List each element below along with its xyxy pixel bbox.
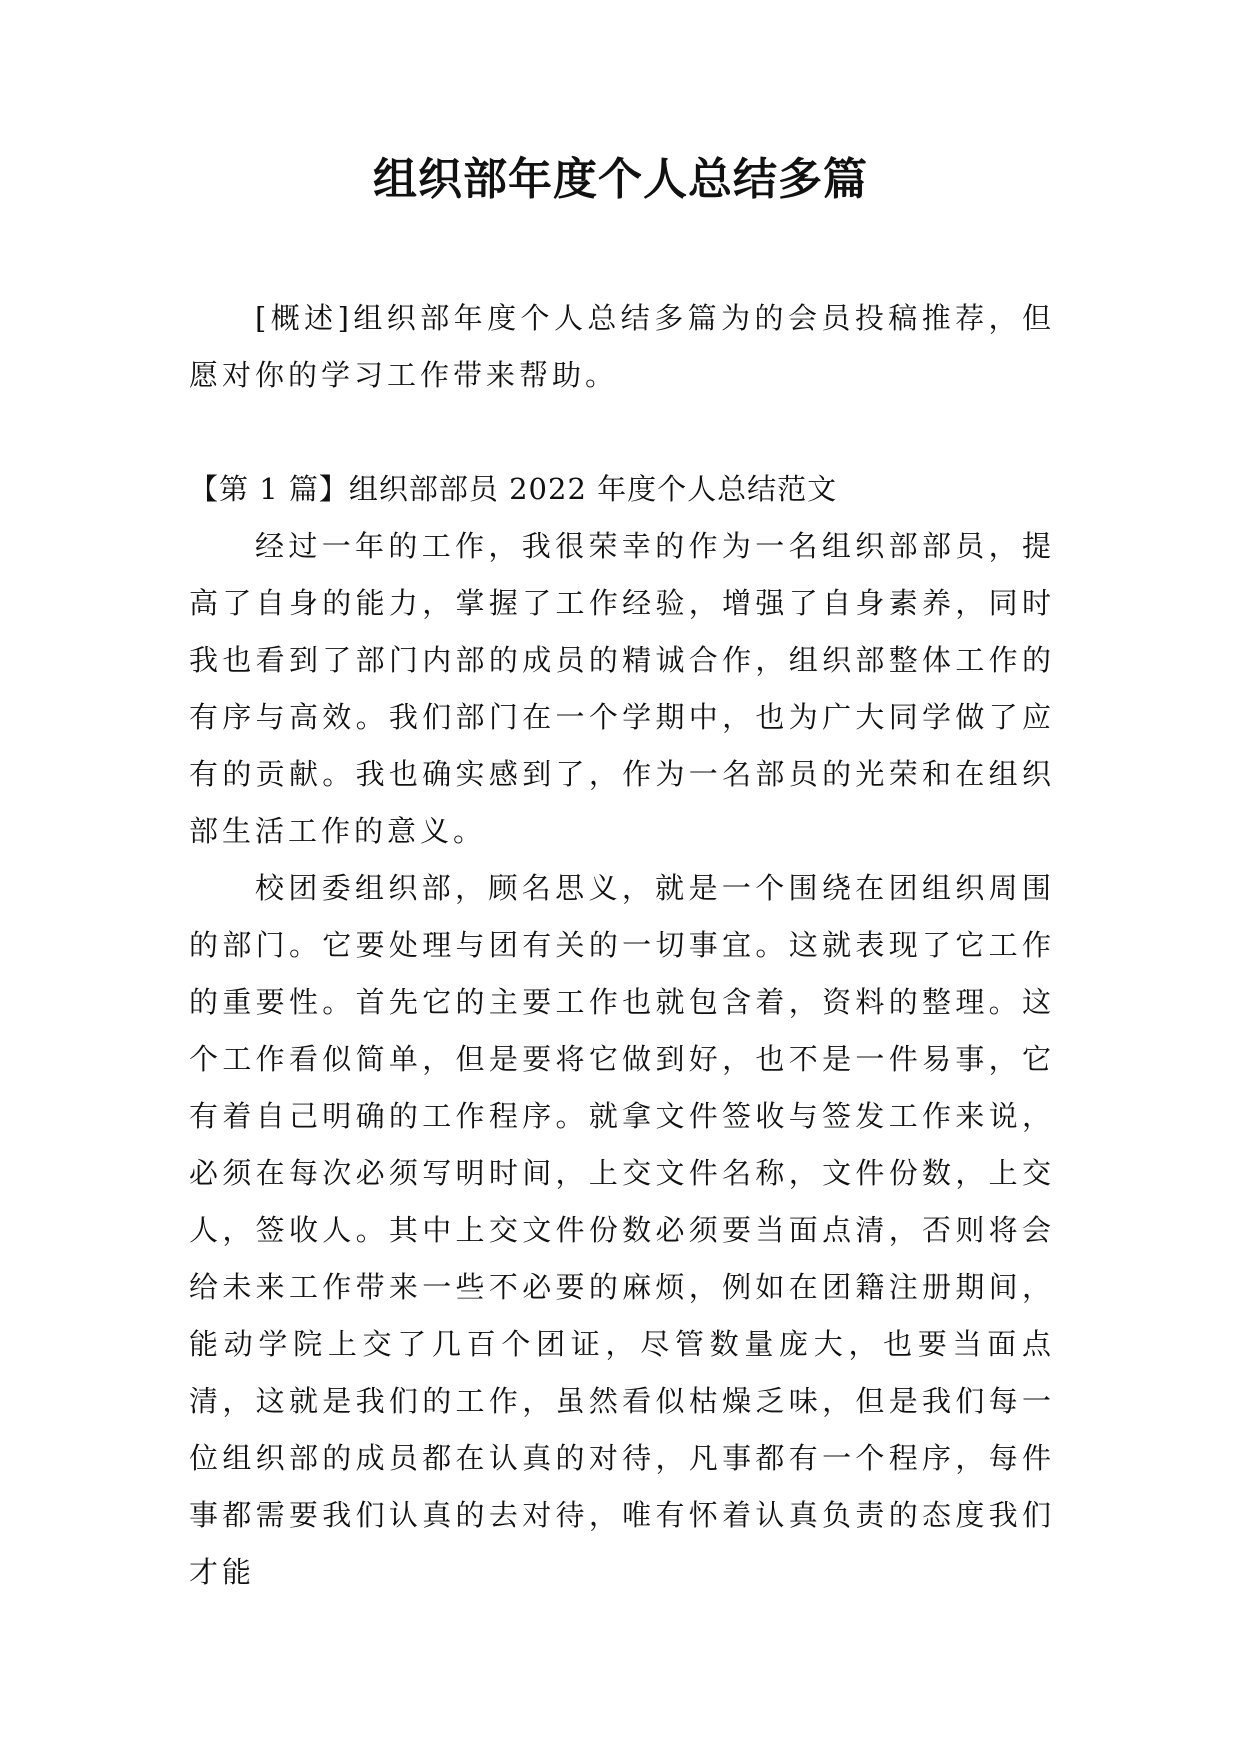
- document-body: [189, 290, 1055, 1601]
- body-paragraph: 校团委组织部，顾名思义，就是一个围绕在团组织周围的部门。它要处理与团有关的一切事宜。这就表现了它工作的重要性。首先它的主要工作也就包含着，资料的整理。这个工作看似简单，但是要将它做到好，也不是一件易事，它有着自己明确的工作程序。就拿文件签收与签发工作来说，必须在每次必须写明时间，上交文件名称，文件份数，上交人，签收人。其中上交文件份数必须要当面点清，否则将会给未来工作带来一些不必要的麻烦，例如在团籍注册期间，能动学院上交了几百个团证，尽管数量庞大，也要当面点清，这就是我们的工作，虽然看似枯燥乏味，但是我们每一位组织部的成员都在认真的对待，凡事都有一个程序，每件事都需要我们认真的去对待，唯有怀着认真负责的态度我们才能: [189, 871, 1055, 1589]
- summary-paragraph: [概述]组织部年度个人总结多篇为的会员投稿推荐，但愿对你的学习工作带来帮助。: [189, 301, 1055, 392]
- document-title: 组织部年度个人总结多篇: [373, 154, 868, 205]
- section-heading: 【第 1 篇】组织部部员 2022 年度个人总结范文: [189, 472, 838, 506]
- body-paragraph: 经过一年的工作，我很荣幸的作为一名组织部部员，提高了自身的能力，掌握了工作经验，增强了自身素养，同时我也看到了部门内部的成员的精诚合作，组织部整体工作的有序与高效。我们部门在一个学期中，也为广大同学做了应有的贡献。我也确实感到了，作为一名部员的光荣和在组织部生活工作的意义。: [189, 529, 1055, 848]
